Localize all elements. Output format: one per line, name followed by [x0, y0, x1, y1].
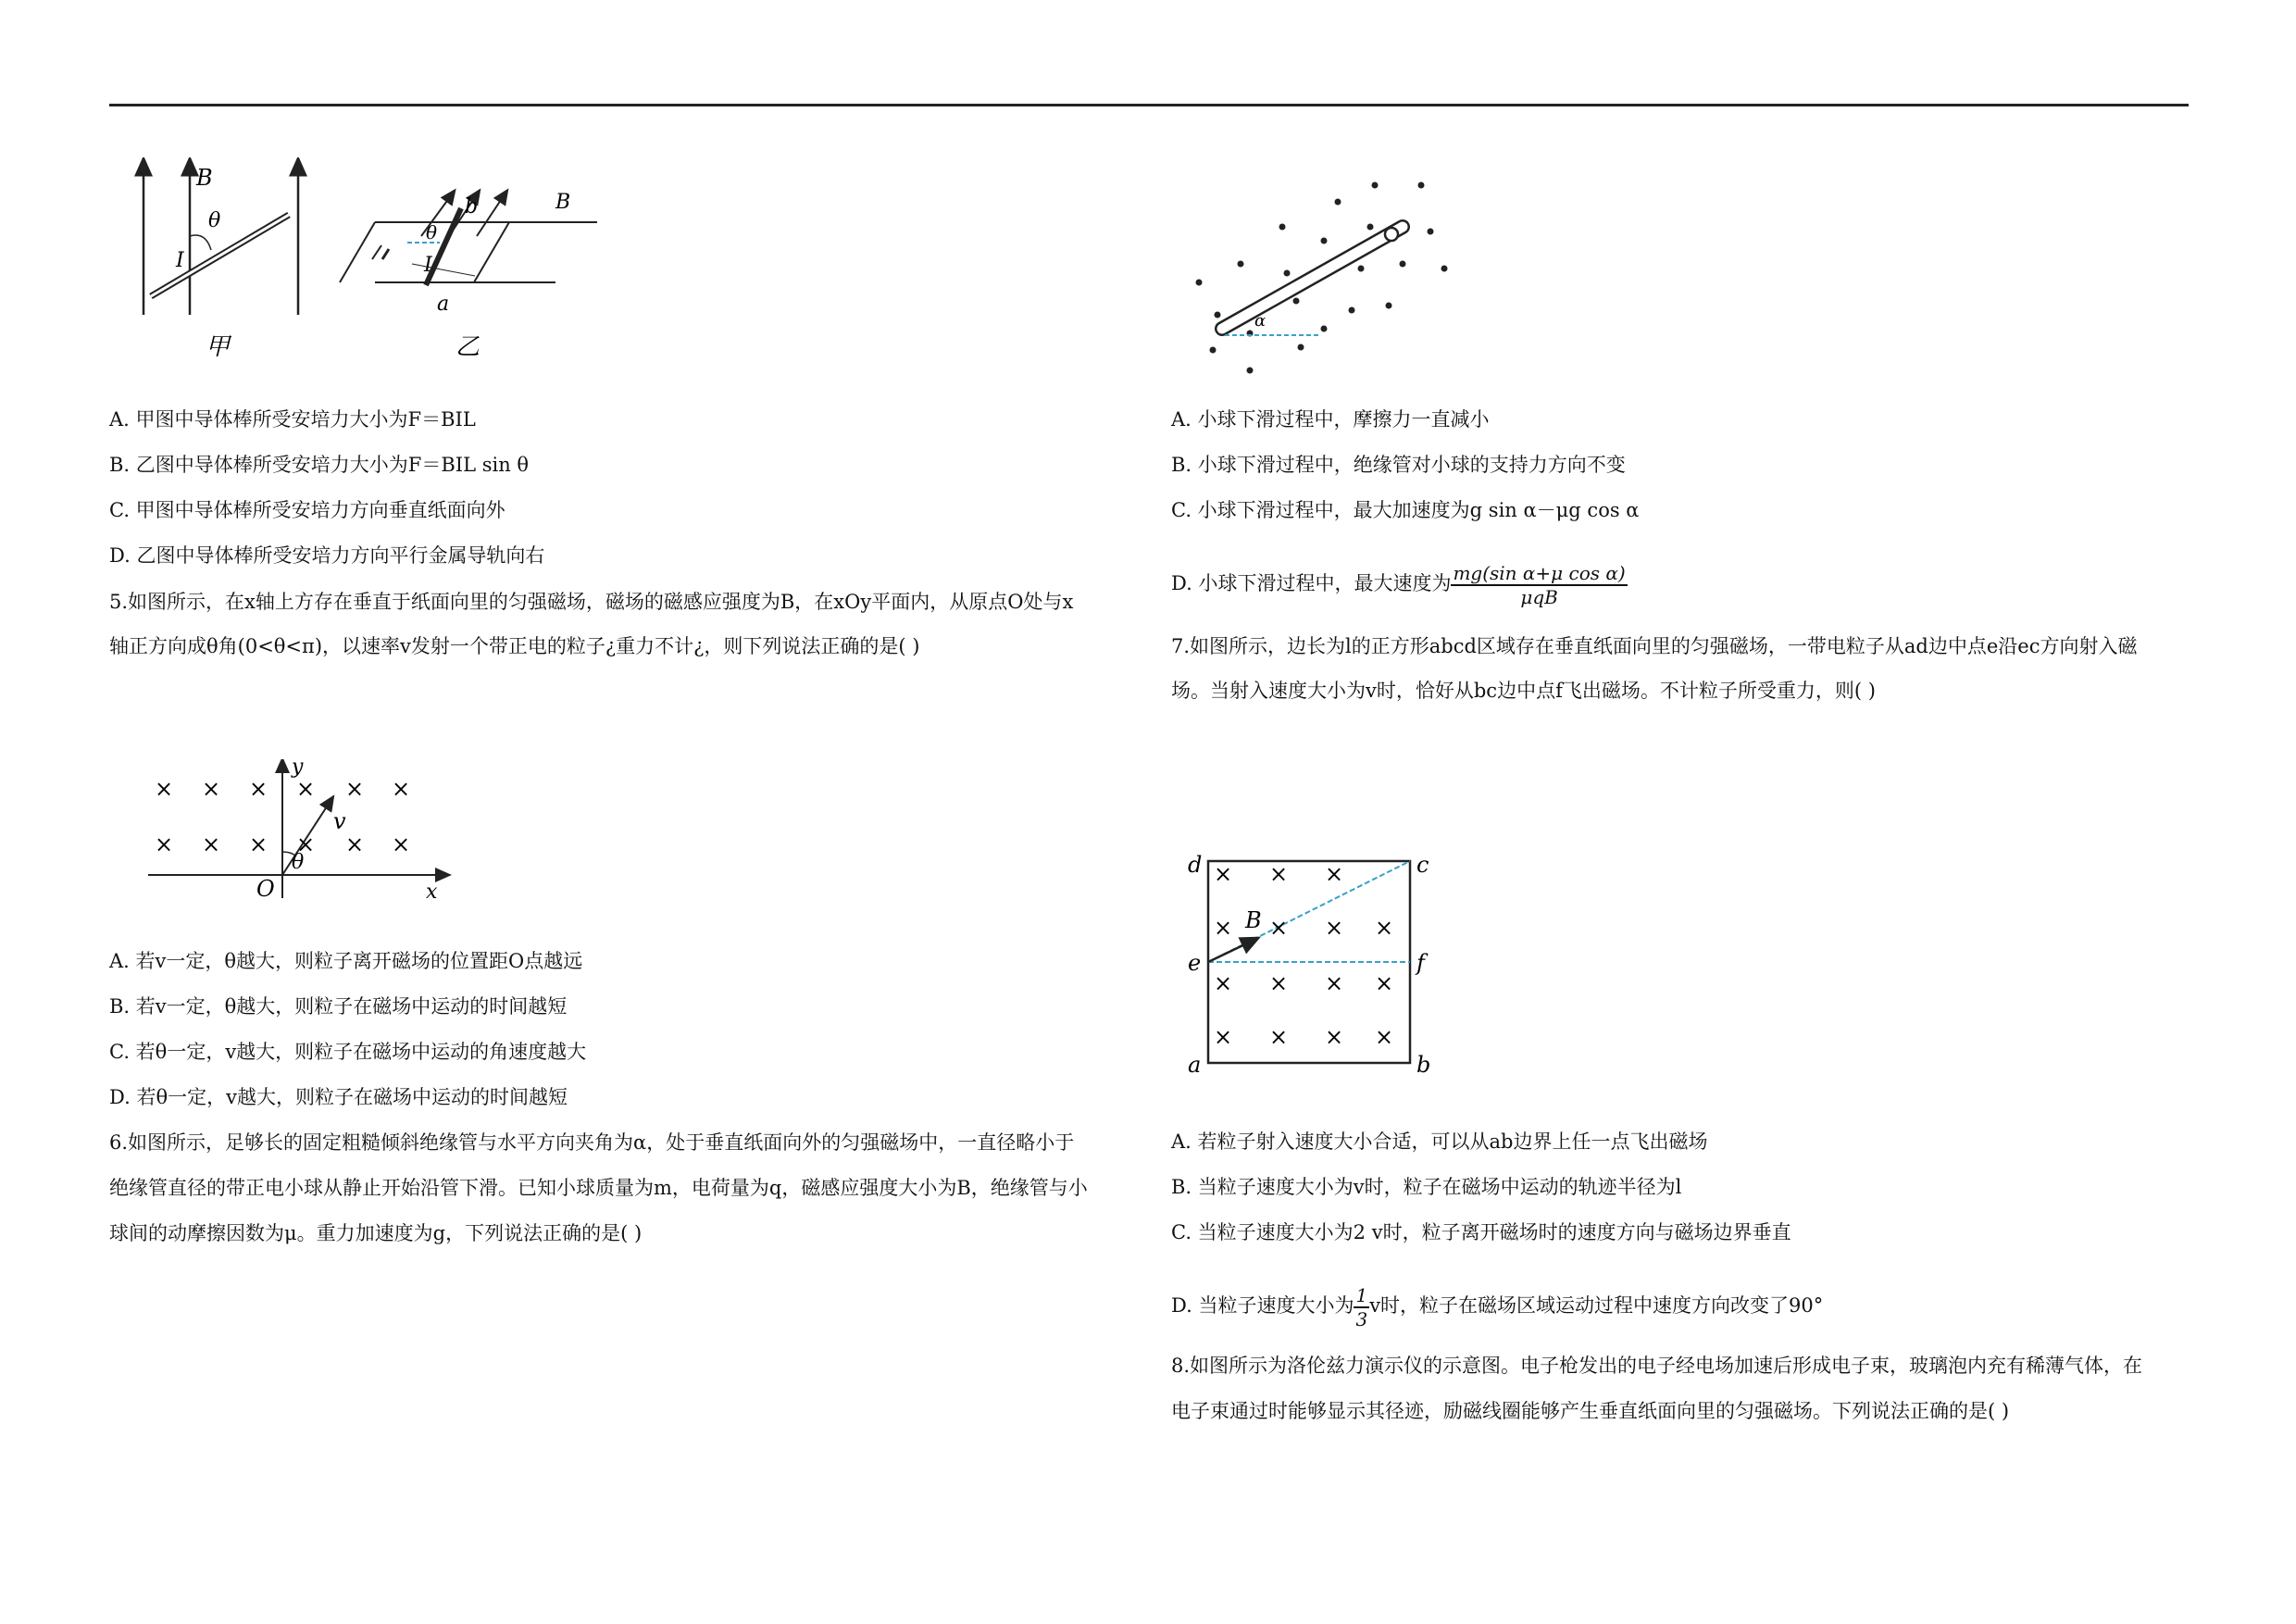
q6-option-a: A. 小球下滑过程中，摩擦力一直减小	[1171, 408, 1490, 431]
q5-option-a: A. 若v一定，θ越大，则粒子离开磁场的位置距O点越远	[109, 950, 583, 972]
fig-label-yi: 乙	[455, 333, 480, 361]
q7-option-d: D. 当粒子速度大小为 $\frac{1}{3}$ v时，粒子在磁场区域运动过程中速度方向改变了90°	[1171, 1283, 1824, 1330]
q4-option-b: B. 乙图中导体棒所受安培力大小为F＝BIL sin θ	[109, 454, 530, 476]
q5-option-c: C. 若θ一定，v越大，则粒子在磁场中运动的角速度越大	[109, 1041, 587, 1063]
label-v: v	[333, 808, 346, 834]
svg-text:×: ×	[296, 776, 316, 802]
q4-option-a: A. 甲图中导体棒所受安培力大小为F＝BIL	[109, 408, 476, 431]
jia-label-theta: θ	[208, 209, 221, 232]
svg-text:×: ×	[1325, 915, 1344, 941]
label-theta: θ	[292, 851, 305, 874]
q5-stem-line-2: 轴正方向成θ角(0<θ<π)，以速率v发射一个带正电的粒子¿重力不计¿，则下列说法正确的是( )	[109, 635, 920, 657]
svg-text:×: ×	[1269, 970, 1289, 996]
q6-option-c: C. 小球下滑过程中，最大加速度为g sin α－μg cos α	[1171, 499, 1640, 521]
q7-option-b: B. 当粒子速度大小为v时，粒子在磁场中运动的轨迹半径为l	[1171, 1176, 1682, 1198]
yi-label-I: I	[424, 254, 432, 277]
svg-text:×: ×	[1375, 1024, 1394, 1050]
svg-text:×: ×	[345, 776, 365, 802]
label-f: f	[1416, 950, 1425, 976]
svg-text:×: ×	[1375, 915, 1394, 941]
label-alpha: α	[1254, 311, 1267, 331]
label-a: a	[1188, 1052, 1202, 1078]
label-O: O	[256, 876, 275, 902]
q4-option-d: D. 乙图中导体棒所受安培力方向平行金属导轨向右	[109, 544, 545, 567]
svg-text:×: ×	[202, 776, 221, 802]
q5-option-b: B. 若v一定，θ越大，则粒子在磁场中运动的时间越短	[109, 995, 568, 1018]
q6-option-d: D. 小球下滑过程中，最大速度为 $\frac{\text{mg(sin α+μ cos α)}}{\text{μqB}}$	[1171, 561, 1626, 608]
q8-stem-line-2: 电子束通过时能够显示其径迹，励磁线圈能够产生垂直纸面向里的匀强磁场。下列说法正确的是( )	[1171, 1400, 2010, 1422]
q6-option-b: B. 小球下滑过程中，绝缘管对小球的支持力方向不变	[1171, 454, 1626, 476]
label-c: c	[1416, 852, 1429, 878]
q6-stem-line-2: 绝缘管直径的带正电小球从静止开始沿管下滑。已知小球质量为m，电荷量为q，磁感应强度大小为B，绝缘管与小	[109, 1177, 1088, 1199]
q6-stem-line-3: 球间的动摩擦因数为μ。重力加速度为g，下列说法正确的是( )	[109, 1222, 643, 1244]
fig-label-jia: 甲	[206, 333, 231, 361]
yi-label-a: a	[437, 293, 450, 316]
svg-text:×: ×	[1325, 1024, 1344, 1050]
svg-text:×: ×	[392, 831, 411, 857]
svg-text:×: ×	[202, 831, 221, 857]
jia-label-I: I	[176, 249, 184, 272]
svg-text:×: ×	[1214, 970, 1233, 996]
svg-text:×: ×	[249, 776, 268, 802]
label-d: d	[1188, 852, 1203, 878]
label-x: x	[426, 881, 438, 904]
q7-stem-line-1: 7.如图所示，边长为l的正方形abcd区域存在垂直纸面向里的匀强磁场，一带电粒子从ad边中点e沿ec方向射入磁	[1171, 635, 2138, 657]
svg-text:×: ×	[155, 831, 174, 857]
svg-text:×: ×	[155, 776, 174, 802]
q5-figure	[144, 759, 458, 907]
max-speed-fraction: $\frac{\text{mg(sin α+μ cos α)}}{\text{μqB}}$	[1453, 561, 1626, 608]
q7-stem-line-2: 场。当射入速度大小为v时，恰好从bc边中点f飞出磁场。不计粒子所受重力，则( )	[1171, 680, 1876, 702]
entry-velocity	[1208, 941, 1253, 962]
q7-figure	[1180, 843, 1449, 1083]
svg-text:×: ×	[1269, 861, 1289, 887]
svg-text:×: ×	[1325, 861, 1344, 887]
q6-stem-line-1: 6.如图所示，足够长的固定粗糙倾斜绝缘管与水平方向夹角为α，处于垂直纸面向外的匀强磁场中，一直径略小于	[109, 1131, 1075, 1154]
svg-text:×: ×	[1269, 1024, 1289, 1050]
svg-text:×: ×	[1325, 970, 1344, 996]
header-rule	[109, 104, 2189, 106]
svg-text:×: ×	[392, 776, 411, 802]
svg-text:×: ×	[345, 831, 365, 857]
label-e: e	[1188, 950, 1202, 976]
yi-battery-long	[372, 245, 381, 259]
svg-text:×: ×	[1214, 1024, 1233, 1050]
q4-figure	[120, 157, 620, 370]
yi-battery-short	[382, 249, 389, 259]
svg-text:×: ×	[1214, 915, 1233, 941]
q5-option-d: D. 若θ一定，v越大，则粒子在磁场中运动的时间越短	[109, 1086, 568, 1108]
ball	[1385, 228, 1398, 241]
q6-figure	[1190, 176, 1449, 380]
jia-label-B: B	[196, 165, 213, 191]
yi-label-theta: θ	[426, 221, 438, 244]
q7-option-c: C. 当粒子速度大小为2 v时，粒子离开磁场时的速度方向与磁场边界垂直	[1171, 1221, 1791, 1243]
yi-label-B: B	[555, 191, 571, 214]
q5-stem-line-1: 5.如图所示，在x轴上方存在垂直于纸面向里的匀强磁场，磁场的磁感应强度为B，在xOy平面内，从原点O处与x	[109, 591, 1074, 613]
svg-text:×: ×	[296, 831, 316, 857]
svg-text:×: ×	[1214, 861, 1233, 887]
q4-option-c: C. 甲图中导体棒所受安培力方向垂直纸面向外	[109, 499, 505, 521]
svg-text:×: ×	[1269, 915, 1289, 941]
q8-stem-line-1: 8.如图所示为洛伦兹力演示仪的示意图。电子枪发出的电子经电场加速后形成电子束，玻璃泡内充有稀薄气体，在	[1171, 1355, 2143, 1377]
one-third-fraction: $\frac{1}{3}$	[1355, 1283, 1368, 1330]
yi-label-b: b	[465, 195, 479, 219]
label-y: y	[292, 759, 304, 779]
q7-option-a: A. 若粒子射入速度大小合适，可以从ab边界上任一点飞出磁场	[1171, 1131, 1708, 1153]
label-b: b	[1416, 1052, 1431, 1078]
label-B: B	[1245, 907, 1262, 933]
svg-text:×: ×	[1375, 970, 1394, 996]
svg-text:×: ×	[249, 831, 268, 857]
